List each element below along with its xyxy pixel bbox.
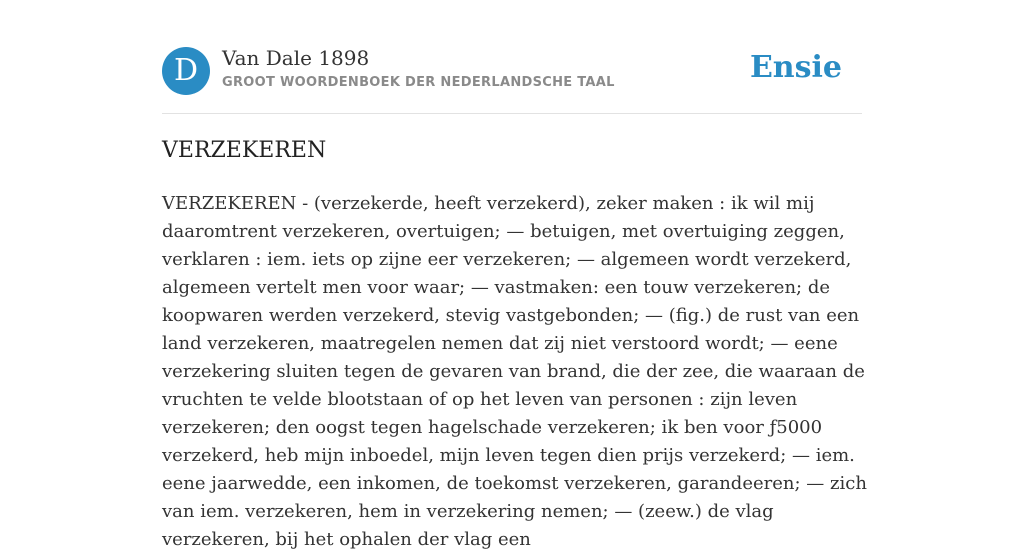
entry-headword: VERZEKEREN	[162, 138, 327, 163]
ensie-logo[interactable]: Ensie	[749, 50, 842, 85]
dictionary-subtitle: GROOT WOORDENBOEK DER NEDERLANDSCHE TAAL	[222, 75, 615, 90]
dictionary-header	[162, 46, 862, 96]
dictionary-title[interactable]: Van Dale 1898	[222, 46, 370, 70]
header-divider	[162, 113, 862, 114]
entry-definition: VERZEKEREN - (verzekerde, heeft verzekerd), zeker maken : ik wil mij daaromtrent verzekeren, overtuigen; — betuigen, met overtuiging zeggen, verklaren : iem. iets op zijne eer verzekeren; — algemeen wordt verzekerd, algemeen vertelt men voor waar; — vastmaken: een touw verzekeren; de koopwaren werden verzekerd, stevig vastgebonden; — (fig.) de rust van een land verzekeren, maatregelen nemen dat zij niet verstoord wordt; — eene verzekering sluiten tegen de gevaren van brand, die der zee, die waaraan de vruchten te velde blootstaan of op het leven van personen : zijn leven verzekeren; den oogst tegen hagelschade verzekeren; ik ben voor ƒ5000 verzekerd, heb mijn inboedel, mijn leven tegen dien prijs verzekerd; — iem. eene jaarwedde, een inkomen, de toekomst verzekeren, garandeeren; — zich van iem. verzekeren, hem in verzekering nemen; — (zeew.) de vlag verzekeren, bij het ophalen der vlag een	[162, 193, 867, 550]
dictionary-avatar[interactable]: D	[162, 47, 210, 95]
